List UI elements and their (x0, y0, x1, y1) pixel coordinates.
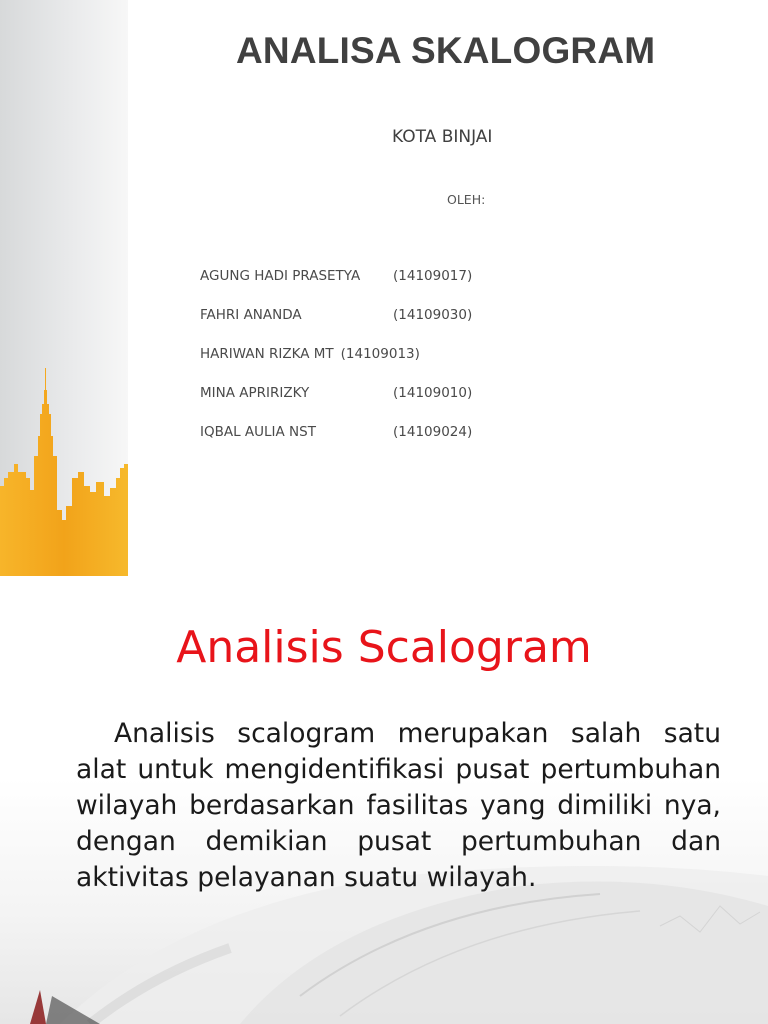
member-name: HARIWAN RIZKA MT (200, 346, 334, 362)
by-label: OLEH: (447, 192, 486, 207)
member-id: (14109010) (393, 385, 473, 401)
definition-paragraph: Analisis scalogram merupakan salah satu alat untuk mengidentifikasi pusat pertumbuhan wilayah berdasarkan fasilitas yang dimiliki nya, dengan demikian pusat pertumbuhan dan aktivitas pelayanan suatu wilayah. (76, 718, 721, 893)
member-row (200, 268, 472, 307)
city-skyline-icon (0, 360, 128, 576)
member-name: FAHRI ANANDA (200, 307, 302, 323)
member-name: MINA APRIRIZKY (200, 385, 310, 401)
member-name: AGUNG HADI PRASETYA (200, 268, 361, 284)
member-id: (14109013) (340, 346, 420, 362)
member-id: (14109030) (393, 307, 473, 323)
member-id: (14109017) (393, 268, 473, 284)
member-row (200, 385, 472, 424)
member-list (200, 268, 472, 463)
presentation-title: ANALISA SKALOGRAM (236, 30, 656, 71)
member-id: (14109024) (393, 424, 473, 440)
city-subtitle: KOTA BINJAI (392, 127, 493, 147)
slide-definition (0, 576, 768, 1024)
member-row (200, 307, 472, 346)
member-row (200, 424, 472, 463)
member-row (200, 346, 472, 385)
member-name: IQBAL AULIA NST (200, 424, 316, 440)
slide-heading: Analisis Scalogram (176, 622, 592, 673)
